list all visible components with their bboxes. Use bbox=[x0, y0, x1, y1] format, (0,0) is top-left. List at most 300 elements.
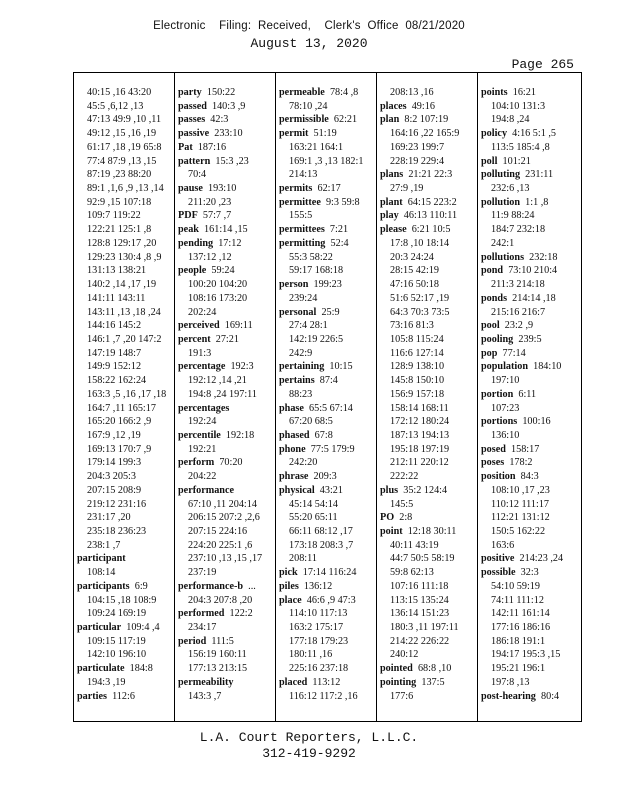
index-page-refs: 163:21 164:1 bbox=[289, 141, 344, 153]
index-term-entry bbox=[279, 278, 375, 292]
index-page-refs: 35:2 124:4 bbox=[403, 484, 448, 496]
index-page-refs: 7:21 bbox=[329, 224, 349, 236]
index-page-refs: 180:11 ,16 bbox=[289, 649, 333, 661]
index-term: phone bbox=[279, 443, 306, 455]
index-page-refs: 242:1 bbox=[491, 237, 515, 249]
index-term: PDF bbox=[178, 210, 198, 222]
index-page-refs: 64:15 223:2 bbox=[407, 196, 457, 208]
index-page-refs: 208:11 bbox=[289, 553, 317, 565]
index-page-refs: 180:3 ,11 197:11 bbox=[390, 622, 459, 634]
index-page-refs: 163:2 175:17 bbox=[289, 622, 344, 634]
index-page-refs: 186:18 191:1 bbox=[491, 635, 546, 647]
index-page-refs: 40:11 43:19 bbox=[390, 539, 439, 551]
index-page-refs: 177:18 179:23 bbox=[289, 635, 349, 647]
index-term: poses bbox=[481, 457, 505, 469]
index-page-refs: 142:19 226:5 bbox=[289, 333, 344, 345]
index-term-entry bbox=[380, 525, 476, 539]
column-divider bbox=[174, 73, 175, 721]
index-page-refs: 128:9 138:10 bbox=[390, 361, 445, 373]
index-page-refs: 215:16 216:7 bbox=[491, 306, 546, 318]
index-page-refs: 169:1 ,3 ,13 182:1 bbox=[289, 155, 364, 167]
index-term: play bbox=[380, 210, 399, 222]
reporter-company: L.A. Court Reporters, L.L.C. bbox=[199, 730, 419, 745]
index-term: pause bbox=[178, 183, 203, 195]
index-page-refs: 207:15 208:9 bbox=[87, 484, 142, 496]
index-term-entry bbox=[481, 388, 577, 402]
index-term: participants bbox=[77, 580, 130, 592]
index-page-refs: 214:22 226:22 bbox=[390, 635, 450, 647]
index-term: pointing bbox=[380, 676, 417, 688]
index-term: permeability bbox=[178, 676, 234, 688]
index-column-5 bbox=[481, 86, 577, 703]
index-page-refs: 6:21 10:5 bbox=[411, 224, 451, 236]
index-term-entry bbox=[380, 113, 476, 127]
index-page-refs: 40:15 ,16 43:20 bbox=[87, 87, 152, 98]
index-term: pertains bbox=[279, 375, 315, 387]
index-page-refs: 161:14 ,15 bbox=[204, 224, 248, 236]
index-term-entry bbox=[77, 580, 173, 594]
index-page-refs: 47:13 49:9 ,10 ,11 bbox=[87, 114, 162, 126]
index-term-entry bbox=[279, 196, 375, 210]
index-term: posed bbox=[481, 443, 506, 455]
index-term: particulate bbox=[77, 663, 125, 675]
index-term-entry bbox=[178, 141, 274, 155]
index-page-refs: 67:20 68:5 bbox=[289, 416, 333, 428]
index-term-entry bbox=[481, 415, 577, 429]
index-page-refs: 158:14 168:11 bbox=[390, 402, 449, 414]
index-page-refs: 107:23 bbox=[491, 402, 520, 414]
index-page-refs: 173:18 208:3 ,7 bbox=[289, 539, 354, 551]
index-term-entry bbox=[178, 635, 274, 649]
index-term-entry bbox=[279, 402, 375, 416]
index-page-refs: 235:18 236:23 bbox=[87, 526, 147, 537]
index-page-refs: 192:21 bbox=[188, 443, 217, 455]
index-page-refs: 11:9 88:24 bbox=[491, 210, 535, 222]
index-page-refs: 167:9 ,12 ,19 bbox=[87, 429, 141, 441]
index-term-entry bbox=[481, 347, 577, 361]
index-term-entry bbox=[279, 484, 375, 498]
index-column-1 bbox=[77, 86, 173, 703]
reporter-phone: 312-419-9292 bbox=[262, 746, 356, 761]
index-page-refs: 55:20 65:11 bbox=[289, 512, 338, 524]
index-term: percentile bbox=[178, 429, 221, 441]
index-page-refs: 28:15 42:19 bbox=[390, 265, 439, 277]
index-page-refs: 140:2 ,14 ,17 ,19 bbox=[87, 279, 157, 291]
index-term-entry bbox=[178, 86, 274, 100]
index-page-refs: 4:16 5:1 ,5 bbox=[512, 128, 557, 140]
index-page-refs: 145:5 bbox=[390, 498, 414, 510]
index-page-refs: 108:10 ,17 ,23 bbox=[491, 484, 550, 496]
filing-stamp-line: Electronic Filing: Received, Clerk's Office 08/21/2020 bbox=[153, 20, 465, 32]
index-term-entry bbox=[279, 127, 375, 141]
index-term-entry bbox=[481, 86, 577, 100]
index-page-refs: 45:5 ,6,12 ,13 bbox=[87, 100, 144, 112]
index-term-entry bbox=[279, 580, 375, 594]
index-page-refs: 164:16 ,22 165:9 bbox=[390, 128, 460, 140]
index-term-entry bbox=[178, 676, 274, 690]
index-page-refs: 55:3 58:22 bbox=[289, 251, 333, 263]
index-page-refs: 177:13 213:15 bbox=[188, 663, 248, 675]
index-page-refs: 142:10 196:10 bbox=[87, 649, 147, 661]
index-page-refs: 156:9 157:18 bbox=[390, 388, 445, 400]
index-page-refs: 129:23 130:4 ,8 ,9 bbox=[87, 251, 162, 263]
index-term: permitting bbox=[279, 237, 326, 249]
index-term-entry bbox=[178, 402, 274, 416]
index-term: pooling bbox=[481, 333, 514, 345]
index-term: pattern bbox=[178, 155, 211, 167]
index-term-entry bbox=[178, 264, 274, 278]
index-page-refs: 109:24 169:19 bbox=[87, 608, 147, 620]
index-page-refs: 17:12 bbox=[218, 237, 242, 249]
index-page-refs: 122:21 125:1 ,8 bbox=[87, 224, 152, 236]
index-page-refs: 73:10 210:4 bbox=[508, 265, 558, 277]
index-page-refs: 150:5 162:22 bbox=[491, 526, 546, 537]
index-page-refs: 87:4 bbox=[319, 375, 338, 387]
index-page-refs: 64:3 70:3 73:5 bbox=[390, 306, 450, 318]
index-page-refs: 111:5 bbox=[211, 635, 234, 647]
index-page-refs: 1:1 ,8 bbox=[525, 196, 549, 208]
index-page-refs: 163:3 ,5 ,16 ,17 ,18 bbox=[87, 388, 167, 400]
index-page-refs: 204:3 205:3 bbox=[87, 471, 136, 483]
column-divider bbox=[477, 73, 478, 721]
index-page-refs: 46:6 ,9 47:3 bbox=[306, 594, 356, 606]
index-page-refs: 105:8 115:24 bbox=[390, 333, 444, 345]
index-term: party bbox=[178, 87, 202, 98]
index-term: permit bbox=[279, 128, 309, 140]
index-term-entry bbox=[279, 374, 375, 388]
index-page-refs: 211:3 214:18 bbox=[491, 279, 545, 291]
index-page-refs: 116:6 127:14 bbox=[390, 347, 444, 359]
index-term-entry bbox=[380, 676, 476, 690]
index-page-refs: 23:2 ,9 bbox=[504, 320, 534, 332]
index-page-refs: 137:12 ,12 bbox=[188, 251, 232, 263]
index-page-refs: 101:21 bbox=[502, 155, 531, 167]
index-term-entry bbox=[481, 456, 577, 470]
index-page-refs: 109:7 119:22 bbox=[87, 210, 141, 222]
index-term-entry bbox=[481, 443, 577, 457]
index-page-refs: 194:17 195:3 ,15 bbox=[491, 649, 561, 661]
index-term: performed bbox=[178, 608, 225, 620]
index-page-refs: 67:8 bbox=[314, 429, 333, 441]
index-term: positive bbox=[481, 553, 515, 565]
index-page-refs: 237:10 ,13 ,15 ,17 bbox=[188, 553, 263, 565]
index-page-refs: 177:16 186:16 bbox=[491, 622, 551, 634]
index-term-entry bbox=[481, 470, 577, 484]
index-page-refs: ... bbox=[248, 580, 256, 592]
index-term: permittee bbox=[279, 196, 321, 208]
index-column-4 bbox=[380, 86, 476, 703]
index-term: parties bbox=[77, 690, 107, 702]
index-term: portion bbox=[481, 388, 514, 400]
index-page-refs: 231:17 ,20 bbox=[87, 512, 131, 524]
index-page-refs: 187:13 194:13 bbox=[390, 429, 450, 441]
index-page-refs: 145:8 150:10 bbox=[390, 375, 445, 387]
index-page-refs: 212:11 220:12 bbox=[390, 457, 449, 469]
index-term: point bbox=[380, 526, 403, 537]
index-term: poll bbox=[481, 155, 498, 167]
index-term-entry bbox=[380, 209, 476, 223]
index-page-refs: 206:15 207:2 ,2,6 bbox=[188, 512, 260, 524]
index-page-refs: 202:24 bbox=[188, 306, 217, 318]
index-term: percent bbox=[178, 333, 211, 345]
index-term-entry bbox=[77, 621, 173, 635]
index-page-refs: 204:3 207:8 ,20 bbox=[188, 594, 253, 606]
index-term-entry bbox=[481, 690, 577, 704]
index-page-refs: 62:21 bbox=[333, 114, 358, 126]
index-page-refs: 219:12 231:16 bbox=[87, 498, 147, 510]
index-term-entry bbox=[178, 607, 274, 621]
index-term: pool bbox=[481, 320, 500, 332]
index-page-refs: 122:2 bbox=[229, 608, 253, 620]
index-term-entry bbox=[77, 690, 173, 704]
index-page-refs: 62:17 bbox=[317, 183, 341, 195]
index-column-3 bbox=[279, 86, 375, 703]
index-page-refs: 104:10 131:3 bbox=[491, 100, 546, 112]
index-term: perform bbox=[178, 457, 215, 469]
index-term-entry bbox=[279, 113, 375, 127]
index-page-refs: 59:8 62:13 bbox=[390, 567, 434, 579]
index-page-refs: 214:14 ,18 bbox=[512, 292, 556, 304]
index-term: plant bbox=[380, 196, 403, 208]
index-page-refs: 143:11 ,13 ,18 ,24 bbox=[87, 306, 161, 318]
index-page-refs: 179:14 199:3 bbox=[87, 457, 142, 469]
index-page-refs: 80:4 bbox=[541, 690, 560, 702]
index-page-refs: 107:16 111:18 bbox=[390, 580, 449, 592]
index-page-refs: 144:16 145:2 bbox=[87, 320, 142, 332]
index-page-refs: 192:24 bbox=[188, 416, 217, 428]
index-term-entry bbox=[481, 251, 577, 265]
index-term-entry bbox=[481, 264, 577, 278]
index-term: performance bbox=[178, 484, 235, 496]
index-page-refs: 234:17 bbox=[188, 622, 217, 634]
index-page-refs: 54:10 59:19 bbox=[491, 580, 540, 592]
index-table bbox=[73, 72, 582, 722]
index-page-refs: 6:9 bbox=[134, 580, 148, 592]
index-term-entry bbox=[380, 511, 476, 525]
column-divider bbox=[275, 73, 276, 721]
index-page-refs: 228:19 229:4 bbox=[390, 155, 445, 167]
index-term-entry bbox=[380, 662, 476, 676]
index-term-entry bbox=[178, 209, 274, 223]
index-page-refs: 192:18 bbox=[225, 429, 255, 441]
index-page-refs: 146:1 ,7 ,20 147:2 bbox=[87, 333, 162, 345]
index-term-entry bbox=[178, 155, 274, 169]
index-term-entry bbox=[178, 360, 274, 374]
index-term: placed bbox=[279, 676, 308, 688]
index-page-refs: 59:24 bbox=[211, 265, 235, 277]
index-term-entry bbox=[279, 443, 375, 457]
index-page-refs: 25:9 bbox=[321, 306, 340, 318]
index-page-refs: 191:3 bbox=[188, 347, 212, 359]
index-term-entry bbox=[481, 196, 577, 210]
index-page-refs: 177:6 bbox=[390, 690, 414, 702]
index-term: permissible bbox=[279, 114, 329, 126]
index-term-entry bbox=[481, 155, 577, 169]
index-term-entry bbox=[178, 113, 274, 127]
index-page-refs: 238:1 ,7 bbox=[87, 539, 121, 551]
index-term: permits bbox=[279, 183, 313, 195]
index-term: Pat bbox=[178, 141, 193, 153]
index-page-refs: 158:17 bbox=[511, 443, 540, 455]
index-page-refs: 147:19 148:7 bbox=[87, 347, 142, 359]
index-term: participant bbox=[77, 553, 126, 565]
index-page-refs: 113:15 135:24 bbox=[390, 594, 449, 606]
index-page-refs: 47:16 50:18 bbox=[390, 279, 439, 291]
index-page-refs: 194:3 ,19 bbox=[87, 676, 126, 688]
index-page-refs: 165:20 166:2 ,9 bbox=[87, 416, 152, 428]
index-page-refs: 113:5 185:4 ,8 bbox=[491, 141, 550, 153]
index-page-refs: 52:4 bbox=[330, 237, 349, 249]
index-page-refs: 208:13 ,16 bbox=[390, 87, 434, 98]
index-term: post-hearing bbox=[481, 690, 536, 702]
index-page-refs: 43:21 bbox=[319, 484, 343, 496]
index-page-refs: 141:11 143:11 bbox=[87, 292, 146, 304]
index-page-refs: 100:16 bbox=[522, 416, 551, 428]
index-term: pond bbox=[481, 265, 504, 277]
index-page-refs: 51:19 bbox=[313, 128, 337, 140]
index-term-entry bbox=[279, 360, 375, 374]
index-page-refs: 142:11 161:14 bbox=[491, 608, 550, 620]
index-term: perceived bbox=[178, 320, 220, 332]
index-page-refs: 88:23 bbox=[289, 388, 313, 400]
index-term-entry bbox=[178, 333, 274, 347]
index-term-entry bbox=[77, 662, 173, 676]
index-term: piles bbox=[279, 580, 299, 592]
index-term: plan bbox=[380, 114, 400, 126]
index-page-refs: 65:5 67:14 bbox=[309, 402, 353, 414]
index-page-refs: 169:13 170:7 ,9 bbox=[87, 443, 152, 455]
index-page-refs: 59:17 168:18 bbox=[289, 265, 344, 277]
index-term-entry bbox=[279, 306, 375, 320]
index-page-refs: 163:6 bbox=[491, 539, 515, 551]
index-page-refs: 15:3 ,23 bbox=[215, 155, 249, 167]
index-page-refs: 108:16 173:20 bbox=[188, 292, 248, 304]
index-term-entry bbox=[178, 484, 274, 498]
index-page-refs: 44:7 50:5 58:19 bbox=[390, 553, 455, 565]
index-page-refs: 172:12 180:24 bbox=[390, 416, 450, 428]
transcript-date: August 13, 2020 bbox=[250, 36, 368, 51]
index-page-refs: 143:3 ,7 bbox=[188, 690, 222, 702]
index-page-refs: 197:10 bbox=[491, 375, 520, 387]
index-page-refs: 199:23 bbox=[313, 279, 342, 291]
index-page-refs: 32:3 bbox=[520, 567, 539, 579]
index-page-refs: 239:5 bbox=[518, 333, 542, 345]
index-page-refs: 74:11 111:12 bbox=[491, 594, 544, 606]
index-term: please bbox=[380, 224, 407, 236]
index-page-refs: 137:5 bbox=[421, 676, 445, 688]
index-page-refs: 184:7 232:18 bbox=[491, 224, 546, 236]
index-term-entry bbox=[380, 223, 476, 237]
index-term-entry bbox=[178, 319, 274, 333]
index-page-refs: 57:7 ,7 bbox=[202, 210, 232, 222]
index-term-entry bbox=[178, 100, 274, 114]
index-page-refs: 231:11 bbox=[525, 169, 554, 181]
index-page-refs: 194:8 ,24 197:11 bbox=[188, 388, 257, 400]
index-page-refs: 112:6 bbox=[112, 690, 135, 702]
index-term: phase bbox=[279, 402, 304, 414]
index-term: pollution bbox=[481, 196, 521, 208]
index-page-refs: 195:18 197:19 bbox=[390, 443, 450, 455]
index-page-refs: 27:21 bbox=[215, 333, 239, 345]
index-page-refs: 136:10 bbox=[491, 429, 520, 441]
index-page-refs: 187:16 bbox=[197, 141, 227, 153]
index-page-refs: 156:19 160:11 bbox=[188, 649, 247, 661]
index-page-refs: 66:11 68:12 ,17 bbox=[289, 526, 353, 537]
index-page-refs: 45:14 54:14 bbox=[289, 498, 338, 510]
index-term-entry bbox=[481, 319, 577, 333]
index-page-refs: 51:6 52:17 ,19 bbox=[390, 292, 450, 304]
index-page-refs: 164:7 ,11 165:17 bbox=[87, 402, 156, 414]
index-term-entry bbox=[481, 333, 577, 347]
index-term: period bbox=[178, 635, 207, 647]
index-term: pertaining bbox=[279, 361, 325, 373]
index-page-refs: 194:8 ,24 bbox=[491, 114, 530, 126]
index-term: passive bbox=[178, 128, 210, 140]
index-term: PO bbox=[380, 512, 395, 524]
index-term-entry bbox=[481, 360, 577, 374]
index-term-entry bbox=[380, 168, 476, 182]
index-term: pointed bbox=[380, 663, 413, 675]
index-page-refs: 20:3 24:24 bbox=[390, 251, 434, 263]
index-term-entry bbox=[178, 127, 274, 141]
index-term: peak bbox=[178, 224, 199, 236]
index-term-entry bbox=[77, 552, 173, 566]
index-page-refs: 8:2 107:19 bbox=[404, 114, 449, 126]
index-page-refs: 16:21 bbox=[512, 87, 536, 98]
index-page-refs: 10:15 bbox=[329, 361, 353, 373]
index-page-refs: 140:3 ,9 bbox=[211, 100, 246, 112]
index-page-refs: 178:2 bbox=[509, 457, 533, 469]
index-term-entry bbox=[380, 484, 476, 498]
index-page-refs: 209:3 bbox=[313, 471, 337, 483]
index-page-refs: 49:16 bbox=[411, 100, 435, 112]
index-term: plans bbox=[380, 169, 404, 181]
index-page-refs: 84:3 bbox=[520, 471, 539, 483]
index-page-refs: 89:1 ,1,6 ,9 ,13 ,14 bbox=[87, 183, 164, 195]
index-page-refs: 240:12 bbox=[390, 649, 419, 661]
index-page-refs: 116:12 117:2 ,16 bbox=[289, 690, 358, 702]
index-term: ponds bbox=[481, 292, 508, 304]
index-page-refs: 114:10 117:13 bbox=[289, 608, 348, 620]
index-page-refs: 197:8 ,13 bbox=[491, 676, 530, 688]
index-term-entry bbox=[279, 237, 375, 251]
index-page-refs: 224:20 225:1 ,6 bbox=[188, 539, 253, 551]
index-term-entry bbox=[178, 580, 274, 594]
index-term-entry bbox=[178, 456, 274, 470]
index-page-refs: 239:24 bbox=[289, 292, 318, 304]
index-term-entry bbox=[481, 168, 577, 182]
index-page-refs: 169:11 bbox=[224, 320, 253, 332]
index-page-refs: 73:16 81:3 bbox=[390, 320, 434, 332]
index-page-refs: 2:8 bbox=[399, 512, 413, 524]
index-page-refs: 158:22 162:24 bbox=[87, 375, 147, 387]
index-page-refs: 232:6 ,13 bbox=[491, 183, 530, 195]
index-page-refs: 184:10 bbox=[533, 361, 562, 373]
index-term: percentages bbox=[178, 402, 230, 414]
index-page-refs: 136:12 bbox=[303, 580, 333, 592]
index-term-entry bbox=[481, 566, 577, 580]
index-page-refs: 87:19 ,23 88:20 bbox=[87, 169, 152, 181]
index-page-refs: 77:4 87:9 ,13 ,15 bbox=[87, 155, 157, 167]
index-term: passes bbox=[178, 114, 206, 126]
index-term-entry bbox=[279, 223, 375, 237]
index-page-refs: 149:9 152:12 bbox=[87, 361, 142, 373]
index-page-refs: 222:22 bbox=[390, 471, 419, 483]
index-page-refs: 27:4 28:1 bbox=[289, 320, 328, 332]
index-term: particular bbox=[77, 622, 122, 634]
index-term: pop bbox=[481, 347, 498, 359]
index-term: people bbox=[178, 265, 207, 277]
